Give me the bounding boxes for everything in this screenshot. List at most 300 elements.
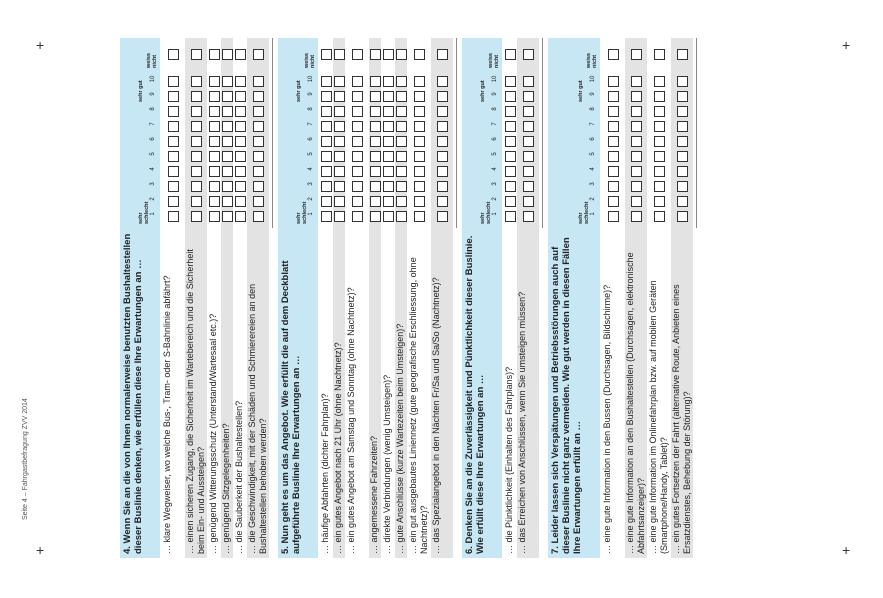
unknown-checkbox[interactable] [334, 49, 345, 60]
question-item [671, 38, 693, 558]
rating-checkbox[interactable] [168, 151, 179, 162]
rating-scale-header [120, 38, 160, 228]
rating-checkbox[interactable] [370, 91, 381, 102]
rating-checkbox[interactable] [235, 91, 246, 102]
scale-low-label: sehr schlecht [296, 201, 308, 224]
rating-checkbox[interactable] [191, 136, 202, 147]
scale-number: 7 [150, 122, 156, 126]
scale-number: 7 [308, 122, 314, 126]
unknown-checkbox[interactable] [437, 49, 448, 60]
question-item [162, 38, 184, 558]
scale-low-label: sehr schlecht [578, 201, 590, 224]
rating-checkbox[interactable] [209, 196, 220, 207]
scale-number: 2 [308, 197, 314, 201]
scale-number: 5 [492, 152, 498, 156]
scale-number: 3 [590, 182, 596, 186]
item-label: … genügend Witterungsschutz (Unterstand/Wartesaal etc.)? [208, 313, 218, 554]
rating-checkbox[interactable] [222, 136, 233, 147]
rating-checkbox[interactable] [209, 76, 220, 87]
rating-checkbox[interactable] [608, 106, 619, 117]
rating-checkbox[interactable] [654, 136, 665, 147]
rating-checkbox[interactable] [631, 91, 642, 102]
rating-checkbox[interactable] [608, 181, 619, 192]
rating-checkbox[interactable] [437, 151, 448, 162]
rating-checkbox[interactable] [383, 196, 394, 207]
rating-checkbox[interactable] [505, 76, 516, 87]
rating-checkbox[interactable] [677, 106, 688, 117]
rating-checkbox[interactable] [631, 76, 642, 87]
rating-checkbox[interactable] [222, 166, 233, 177]
rating-checkbox[interactable] [677, 166, 688, 177]
rating-checkbox[interactable] [235, 166, 246, 177]
rating-checkbox[interactable] [383, 151, 394, 162]
rating-checkbox[interactable] [209, 166, 220, 177]
rating-checkbox[interactable] [396, 211, 407, 222]
scale-number: 9 [590, 92, 596, 96]
rating-checkbox[interactable] [352, 166, 363, 177]
rating-checkbox[interactable] [222, 106, 233, 117]
question-item [369, 38, 381, 558]
rating-scale-header [462, 38, 502, 228]
rating-checkbox[interactable] [222, 151, 233, 162]
scale-number: 10 [590, 75, 596, 83]
rating-checkbox[interactable] [505, 121, 516, 132]
rating-checkbox[interactable] [396, 121, 407, 132]
rating-checkbox[interactable] [383, 106, 394, 117]
rating-checkbox[interactable] [631, 166, 642, 177]
rating-checkbox[interactable] [608, 196, 619, 207]
unknown-checkbox[interactable] [370, 49, 381, 60]
rating-checkbox[interactable] [523, 121, 534, 132]
rating-checkbox[interactable] [352, 151, 363, 162]
question-title: 4. Wenn Sie an die von Ihnen normalerweise benutzten Bushaltestellen dieser Buslinie denken, wie erfüllen diese Ihre Erwartungen an … [120, 228, 160, 558]
scale-low-label: sehr schlecht [138, 201, 150, 224]
rating-checkbox[interactable] [677, 91, 688, 102]
rating-checkbox[interactable] [334, 91, 345, 102]
item-label: … ein gut ausgebautes Liniennetz (gute geografische Erschliessung, ohne Nachtnetz)? [408, 257, 429, 554]
page-footer [22, 80, 36, 520]
rating-checkbox[interactable] [523, 76, 534, 87]
rating-checkboxes [333, 38, 345, 228]
scale-number: 8 [308, 107, 314, 111]
rating-checkbox[interactable] [505, 196, 516, 207]
rating-checkbox[interactable] [631, 106, 642, 117]
rating-checkbox[interactable] [523, 136, 534, 147]
scale-unknown-label: weiss nicht [304, 53, 316, 68]
rating-checkbox[interactable] [523, 151, 534, 162]
rating-checkbox[interactable] [523, 91, 534, 102]
rating-checkbox[interactable] [414, 211, 425, 222]
scale-number: 2 [590, 197, 596, 201]
rating-checkbox[interactable] [631, 211, 642, 222]
rating-scale-header [278, 38, 318, 228]
rating-checkbox[interactable] [631, 121, 642, 132]
rating-checkbox[interactable] [370, 136, 381, 147]
rating-checkbox[interactable] [222, 196, 233, 207]
scale-number: 6 [590, 137, 596, 141]
item-label: … angemessene Fahrzeiten? [369, 228, 381, 558]
rating-checkbox[interactable] [209, 151, 220, 162]
rating-checkbox[interactable] [677, 76, 688, 87]
rating-checkbox[interactable] [370, 106, 381, 117]
rating-checkbox[interactable] [253, 121, 264, 132]
rating-checkbox[interactable] [334, 166, 345, 177]
section-divider [272, 38, 273, 228]
rating-checkbox[interactable] [235, 151, 246, 162]
rating-checkbox[interactable] [209, 136, 220, 147]
question-title: 6. Denken Sie an die Zuverlässigkeit und Pünktlichkeit dieser Buslinie. Wie erfüllt diese Ihre Erwartungen an … [462, 228, 502, 558]
rating-checkbox[interactable] [191, 91, 202, 102]
rating-checkbox[interactable] [168, 91, 179, 102]
scale-high-label: sehr gut [296, 80, 302, 102]
scale-number: 1 [590, 212, 596, 216]
rating-checkbox[interactable] [654, 91, 665, 102]
rating-checkbox[interactable] [608, 136, 619, 147]
rating-checkbox[interactable] [370, 121, 381, 132]
rating-checkbox[interactable] [437, 211, 448, 222]
unknown-checkbox[interactable] [677, 49, 688, 60]
rating-checkbox[interactable] [352, 121, 363, 132]
rating-checkbox[interactable] [321, 196, 332, 207]
rating-checkbox[interactable] [321, 181, 332, 192]
rating-checkbox[interactable] [677, 136, 688, 147]
rating-checkbox[interactable] [396, 181, 407, 192]
rating-checkbox[interactable] [631, 181, 642, 192]
rating-checkbox[interactable] [383, 166, 394, 177]
scale-number: 5 [308, 152, 314, 156]
rating-checkbox[interactable] [352, 106, 363, 117]
rating-checkbox[interactable] [222, 181, 233, 192]
rating-checkbox[interactable] [654, 151, 665, 162]
rating-checkbox[interactable] [370, 76, 381, 87]
unknown-checkbox[interactable] [396, 49, 407, 60]
scale-number: 10 [150, 75, 156, 83]
rating-checkbox[interactable] [209, 91, 220, 102]
question-title: 7. Leider lassen sich Verspätungen und Betriebsstörungen auch auf dieser Buslinie nicht ganz vermeiden. Wie gut werden in diesen Fällen Ihre Erwartungen erfüllt an … [548, 228, 600, 558]
rating-checkbox[interactable] [631, 151, 642, 162]
rating-checkbox[interactable] [370, 211, 381, 222]
rating-checkbox[interactable] [334, 181, 345, 192]
rating-checkbox[interactable] [352, 91, 363, 102]
rating-checkbox[interactable] [191, 181, 202, 192]
rating-checkbox[interactable] [191, 106, 202, 117]
item-label: … direkte Verbindungen (wenig Umsteigen)? [382, 374, 392, 554]
rating-checkbox[interactable] [505, 106, 516, 117]
rating-checkbox[interactable] [191, 76, 202, 87]
question-item [602, 38, 624, 558]
scale-high-label: sehr gut [578, 80, 584, 102]
rating-checkbox[interactable] [352, 76, 363, 87]
scale-number: 10 [492, 75, 498, 83]
scale-number: 9 [150, 92, 156, 96]
rating-checkboxes [185, 38, 207, 228]
question-item [346, 38, 368, 558]
unknown-checkbox[interactable] [222, 49, 233, 60]
rating-checkbox[interactable] [414, 166, 425, 177]
unknown-checkbox[interactable] [235, 49, 246, 60]
rating-checkbox[interactable] [334, 106, 345, 117]
rating-checkbox[interactable] [321, 76, 332, 87]
rating-checkbox[interactable] [437, 166, 448, 177]
item-label: … eine gute Information an den Bushaltestellen (Durchsagen, elektronische Abfahrtsanzeiger)? [625, 228, 647, 558]
rating-checkbox[interactable] [414, 76, 425, 87]
unknown-checkbox[interactable] [191, 49, 202, 60]
rating-checkboxes [247, 38, 269, 228]
rating-checkbox[interactable] [505, 181, 516, 192]
item-label: … gute Anschlüsse (kurze Wartezeiten beim Umsteigen)? [395, 228, 407, 558]
rating-checkbox[interactable] [654, 211, 665, 222]
rating-checkbox[interactable] [437, 136, 448, 147]
item-label: … die Geschwindigkeit, mit der Schäden und Schmierereien an den Bushaltestellen behoben werden? [247, 228, 269, 558]
rating-checkbox[interactable] [334, 151, 345, 162]
rating-checkbox[interactable] [414, 181, 425, 192]
rating-checkbox[interactable] [523, 196, 534, 207]
scale-number: 9 [492, 92, 498, 96]
rating-checkbox[interactable] [321, 121, 332, 132]
unknown-checkbox[interactable] [654, 49, 665, 60]
rating-checkbox[interactable] [352, 211, 363, 222]
scale-high-label: sehr gut [138, 80, 144, 102]
unknown-checkbox[interactable] [209, 49, 220, 60]
rating-checkbox[interactable] [235, 211, 246, 222]
unknown-checkbox[interactable] [414, 49, 425, 60]
rating-checkboxes [517, 38, 539, 228]
rating-checkbox[interactable] [191, 211, 202, 222]
rating-checkbox[interactable] [437, 106, 448, 117]
rating-checkbox[interactable] [654, 181, 665, 192]
rating-checkbox[interactable] [253, 166, 264, 177]
rating-checkbox[interactable] [505, 166, 516, 177]
section-divider [696, 38, 697, 228]
rating-checkbox[interactable] [168, 211, 179, 222]
rating-checkbox[interactable] [168, 121, 179, 132]
rating-checkbox[interactable] [168, 166, 179, 177]
rating-checkbox[interactable] [191, 121, 202, 132]
rating-checkbox[interactable] [235, 121, 246, 132]
rating-checkbox[interactable] [321, 166, 332, 177]
rating-checkbox[interactable] [654, 106, 665, 117]
rating-checkbox[interactable] [253, 196, 264, 207]
item-label: … häufige Abfahrten (dichter Fahrplan)? [320, 393, 330, 554]
questionnaire-sheet [120, 38, 840, 558]
rating-checkbox[interactable] [677, 181, 688, 192]
rating-checkbox[interactable] [523, 181, 534, 192]
rating-checkbox[interactable] [414, 106, 425, 117]
rating-checkbox[interactable] [523, 211, 534, 222]
rating-checkbox[interactable] [334, 136, 345, 147]
rating-checkbox[interactable] [383, 211, 394, 222]
rating-checkbox[interactable] [677, 121, 688, 132]
rating-checkbox[interactable] [209, 181, 220, 192]
rating-checkbox[interactable] [396, 106, 407, 117]
rating-checkbox[interactable] [235, 106, 246, 117]
rating-checkbox[interactable] [352, 136, 363, 147]
rating-checkbox[interactable] [437, 196, 448, 207]
unknown-checkbox[interactable] [523, 49, 534, 60]
rating-checkbox[interactable] [631, 196, 642, 207]
rating-checkbox[interactable] [334, 211, 345, 222]
question-item [208, 38, 220, 558]
rating-checkbox[interactable] [505, 151, 516, 162]
rating-checkbox[interactable] [235, 136, 246, 147]
scale-number: 1 [308, 212, 314, 216]
rating-checkbox[interactable] [191, 166, 202, 177]
item-label: … die Sauberkeit der Bushaltestellen? [234, 400, 244, 554]
rating-checkbox[interactable] [222, 121, 233, 132]
rating-checkbox[interactable] [396, 196, 407, 207]
rating-checkbox[interactable] [505, 136, 516, 147]
scale-number: 7 [492, 122, 498, 126]
question-item [504, 38, 516, 558]
rating-checkbox[interactable] [654, 121, 665, 132]
item-label: … das Erreichen von Anschlüssen, wenn Sie umsteigen müssen? [517, 228, 539, 558]
rating-checkbox[interactable] [370, 181, 381, 192]
rating-checkbox[interactable] [414, 121, 425, 132]
rating-checkbox[interactable] [505, 211, 516, 222]
rating-checkbox[interactable] [370, 151, 381, 162]
rating-checkbox[interactable] [654, 76, 665, 87]
rating-checkbox[interactable] [235, 76, 246, 87]
rating-checkbox[interactable] [523, 166, 534, 177]
unknown-checkbox[interactable] [383, 49, 394, 60]
unknown-checkbox[interactable] [253, 49, 264, 60]
rating-checkbox[interactable] [608, 91, 619, 102]
question-item [382, 38, 394, 558]
rating-checkbox[interactable] [253, 151, 264, 162]
rating-checkbox[interactable] [383, 181, 394, 192]
rating-checkbox[interactable] [168, 136, 179, 147]
rating-checkbox[interactable] [334, 196, 345, 207]
question-title: 5. Nun geht es um das Angebot. Wie erfüllt die auf dem Deckblatt aufgeführte Buslinie Ihre Erwartungen an … [278, 228, 318, 558]
rating-checkbox[interactable] [352, 196, 363, 207]
rating-checkbox[interactable] [191, 196, 202, 207]
rating-checkbox[interactable] [396, 151, 407, 162]
rating-checkbox[interactable] [677, 196, 688, 207]
unknown-checkbox[interactable] [168, 49, 179, 60]
scale-number: 2 [492, 197, 498, 201]
rating-checkbox[interactable] [396, 166, 407, 177]
rating-checkbox[interactable] [370, 196, 381, 207]
rating-checkbox[interactable] [383, 91, 394, 102]
question-item [517, 38, 539, 558]
rating-checkbox[interactable] [677, 211, 688, 222]
rating-checkbox[interactable] [209, 121, 220, 132]
rating-checkbox[interactable] [321, 136, 332, 147]
rating-checkbox[interactable] [437, 121, 448, 132]
rating-checkboxes [395, 38, 407, 228]
rating-checkbox[interactable] [608, 151, 619, 162]
scale-number: 1 [492, 212, 498, 216]
rating-checkbox[interactable] [414, 196, 425, 207]
rating-checkbox[interactable] [608, 76, 619, 87]
item-label: … eine gute Information im Onlinefahrplan bzw. auf mobilen Geräten (Smartphone/Handy, Tablet)? [648, 280, 669, 554]
rating-checkboxes [648, 38, 670, 228]
rating-checkbox[interactable] [209, 106, 220, 117]
scale-number: 4 [492, 167, 498, 171]
rating-checkbox[interactable] [608, 166, 619, 177]
rating-checkboxes [162, 38, 184, 228]
rating-checkbox[interactable] [437, 76, 448, 87]
rating-checkbox[interactable] [253, 181, 264, 192]
rating-checkbox[interactable] [321, 91, 332, 102]
rating-checkbox[interactable] [321, 211, 332, 222]
rating-checkbox[interactable] [437, 91, 448, 102]
question-item [247, 38, 269, 558]
rating-checkbox[interactable] [414, 91, 425, 102]
rating-checkbox[interactable] [253, 91, 264, 102]
rating-checkboxes [221, 38, 233, 228]
rating-checkbox[interactable] [631, 136, 642, 147]
item-label: … eine gute Information in den Bussen (Durchsagen, Bildschirme)? [602, 284, 612, 554]
rating-checkbox[interactable] [253, 211, 264, 222]
unknown-checkbox[interactable] [352, 49, 363, 60]
scale-number: 6 [150, 137, 156, 141]
rating-checkbox[interactable] [253, 136, 264, 147]
rating-checkbox[interactable] [383, 136, 394, 147]
rating-checkbox[interactable] [235, 196, 246, 207]
rating-checkbox[interactable] [414, 136, 425, 147]
rating-checkboxes [382, 38, 394, 228]
rating-checkbox[interactable] [253, 76, 264, 87]
rating-checkbox[interactable] [608, 121, 619, 132]
unknown-checkbox[interactable] [321, 49, 332, 60]
rating-checkbox[interactable] [383, 76, 394, 87]
unknown-checkbox[interactable] [505, 49, 516, 60]
rating-checkbox[interactable] [334, 121, 345, 132]
rating-checkbox[interactable] [191, 151, 202, 162]
rating-checkbox[interactable] [209, 211, 220, 222]
rating-checkbox[interactable] [396, 136, 407, 147]
unknown-checkbox[interactable] [631, 49, 642, 60]
rating-checkbox[interactable] [235, 181, 246, 192]
crop-mark-top-right: + [842, 37, 851, 53]
rating-checkbox[interactable] [321, 106, 332, 117]
rating-checkbox[interactable] [523, 106, 534, 117]
crop-mark-bottom-right: + [842, 542, 851, 558]
rating-checkbox[interactable] [608, 211, 619, 222]
rating-checkbox[interactable] [168, 76, 179, 87]
scale-number: 6 [492, 137, 498, 141]
rating-checkbox[interactable] [437, 181, 448, 192]
rating-checkbox[interactable] [383, 121, 394, 132]
rating-checkbox[interactable] [321, 151, 332, 162]
scale-number: 2 [150, 197, 156, 201]
rating-checkbox[interactable] [396, 91, 407, 102]
rating-checkbox[interactable] [222, 211, 233, 222]
rating-checkbox[interactable] [352, 181, 363, 192]
rating-checkbox[interactable] [654, 166, 665, 177]
scale-unknown-label: weiss nicht [146, 53, 158, 68]
rating-checkbox[interactable] [370, 166, 381, 177]
scale-number: 6 [308, 137, 314, 141]
rating-checkbox[interactable] [334, 76, 345, 87]
rating-checkbox[interactable] [677, 151, 688, 162]
rating-checkbox[interactable] [168, 196, 179, 207]
rating-checkbox[interactable] [168, 181, 179, 192]
rating-checkbox[interactable] [414, 151, 425, 162]
item-label: … einen sicheren Zugang, die Sicherheit im Wartebereich und die Sicherheit beim Ein- und Aussteigen? [185, 228, 207, 558]
crop-mark-top-left: + [36, 37, 45, 53]
rating-checkbox[interactable] [168, 106, 179, 117]
rating-checkbox[interactable] [253, 106, 264, 117]
rating-checkbox[interactable] [505, 91, 516, 102]
rating-checkbox[interactable] [222, 91, 233, 102]
question-item [333, 38, 345, 558]
rating-checkbox[interactable] [396, 76, 407, 87]
rating-checkbox[interactable] [654, 196, 665, 207]
unknown-checkbox[interactable] [608, 49, 619, 60]
rating-checkbox[interactable] [222, 76, 233, 87]
